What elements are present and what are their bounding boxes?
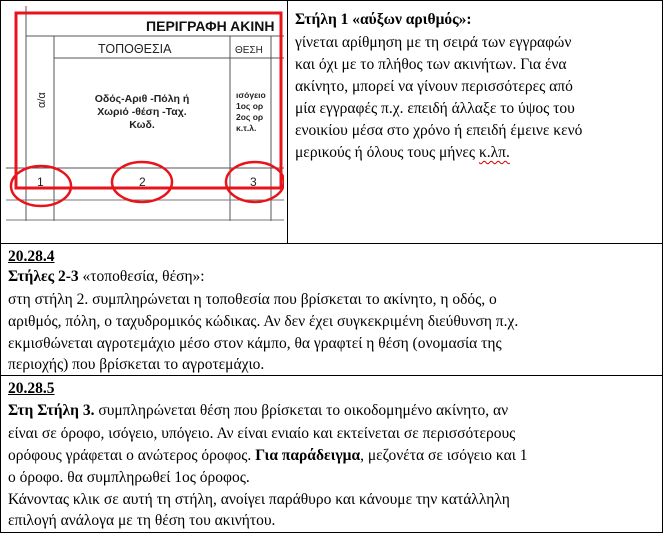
section3-example-bold: Για παράδειγμα [255,447,361,464]
section1-line-3: ακίνητο, μπορεί να γίνουν περισσότερες από [295,78,573,95]
section3-line-5: Κάνοντας κλικ σε αυτή τη στήλη, ανοίγει παράθυρο και κάνουμε την κατάλληλη [8,491,510,508]
col-number-1: 1 [37,175,44,189]
form-excerpt-figure [6,6,284,238]
section1-line-4: μία εγγραφές π.χ. επειδή άλλαξε το ύψος του [295,100,575,117]
section1-heading: Στήλη 1 «αύξων αριθμός»: [295,11,472,28]
section3-lead-bold: Στη Στήλη 3. [8,402,95,419]
position-desc-line3: 2ος ορ [236,112,264,122]
section1-line-1: γίνεται αρίθμηση με τη σειρά των εγγραφών [295,34,572,51]
section3-line-1 [8,400,508,421]
section3-line-3-end: , μεζονέτα σε ισόγειο και 1 [360,447,528,464]
section3-line-3 [8,445,528,466]
table-border-top [0,0,663,1]
section2-heading-rest: «τοποθεσία, θέση»: [78,268,205,285]
col-number-2: 2 [139,175,146,189]
section2-number: 20.28.4 [8,248,55,265]
section2-heading [8,266,205,287]
section2-line-1: στη στήλη 2. συμπληρώνεται η τοποθεσία που βρίσκεται το ακίνητο, η οδός, ο [8,291,497,308]
position-desc-line1: ισόγειο [236,90,266,100]
section3-line-4: ο όροφο. θα συμπληρωθεί 1ος όροφος. [8,469,250,486]
section3-line-3-start: ορόφους γράφεται ο ανώτερος όροφος. [8,447,256,464]
form-header-title: ΠΕΡΙΓΡΑΦΗ ΑΚΙΝΗ [146,18,275,34]
section3-line-6: επιλογή ανάλογα με τη θέση του ακινήτου. [8,512,276,529]
section2-line-2: αριθμός, πόλη, ο ταχυδρομικός κώδικας. Αν δεν έχει συγκεκριμένη διεύθυνση π.χ. [8,313,519,330]
location-desc-line2: Χωριό -θέση -Ταχ. [97,106,187,118]
location-desc-line1: Οδός-Αριθ -Πόλη ή [94,93,190,105]
form-col-location: ΤΟΠΟΘΕΣΙΑ [98,42,172,56]
col-number-3: 3 [250,175,257,189]
table-border-row2 [0,375,663,376]
section1-line-6 [295,142,510,163]
section1-last-word: κ.λπ. [478,144,510,161]
table-border-mid [287,0,288,243]
section1-line-5: ενοικίου μέσα στο χρόνο ή επειδή έμεινε κενό [295,122,583,139]
section2-heading-bold: Στήλες 2-3 [8,268,79,285]
position-desc-line4: κ.τ.λ. [236,123,257,133]
table-border-left [0,0,1,533]
section1-line-2: και όχι με το πλήθος των ακινήτων. Για ένα [295,56,567,73]
section3-line-2: είναι σε όροφο, ισόγειο, υπόγειο. Αν είναι ενιαίο και εκτείνεται σε περισσότερους [8,425,516,442]
location-desc-line3: Κωδ. [129,119,155,131]
section3-number: 20.28.5 [8,380,55,397]
table-border-row1 [0,243,663,244]
section1-line-6-text: μερικούς ή όλους τους μήνες [295,144,479,161]
section2-line-3: εκμισθώνεται αγροτεμάχιο μέσο στον κάμπο, θα γραφτεί η θέση (ονομασία της [8,335,502,352]
form-col-position: ΘΕΣΗ [235,45,263,56]
section2-line-4: περιοχής) που βρίσκεται το αγροτεμάχιο. [8,356,265,373]
form-excerpt-svg [6,6,284,238]
form-col-aa: α/α [36,92,48,108]
section3-line-1-rest: συμπληρώνεται θέση που βρίσκεται το οικοδομημένο ακίνητο, αν [94,402,509,419]
position-desc-line2: 1ος ορ [236,101,264,111]
